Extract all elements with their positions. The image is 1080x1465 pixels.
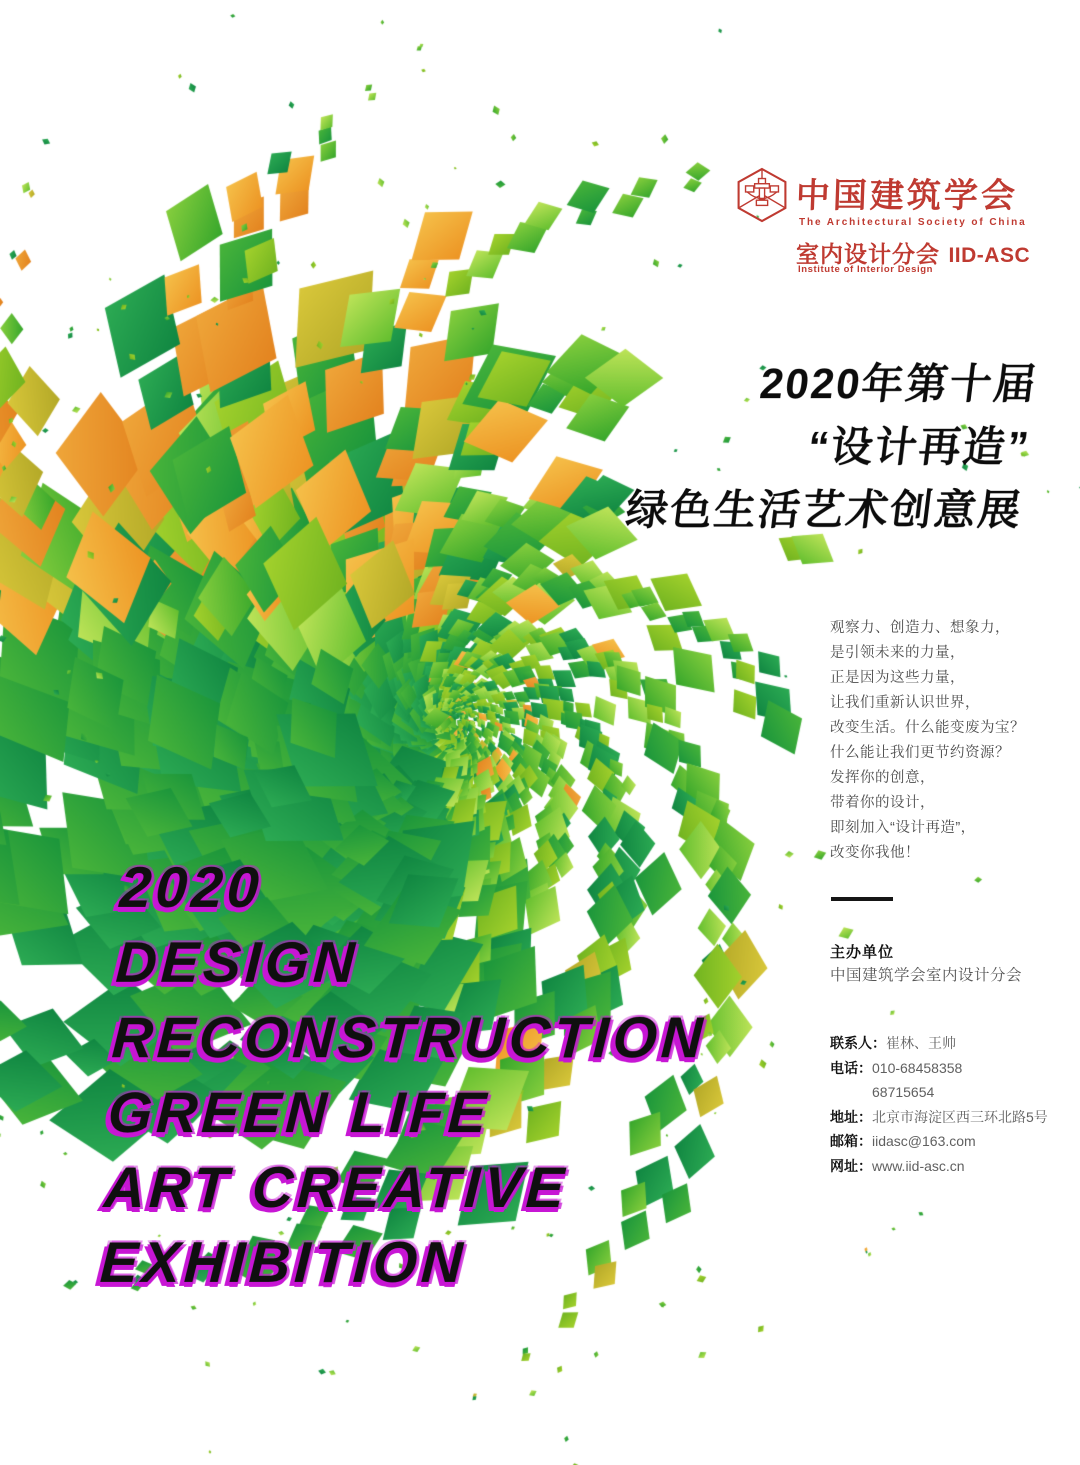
organizer-value: 中国建筑学会室内设计分会 xyxy=(830,967,1023,984)
contact-block xyxy=(830,1031,1048,1178)
contact-address-row xyxy=(830,1105,1048,1130)
intro-line: 是引领未来的力量， xyxy=(830,645,965,661)
intro-line: 让我们重新认识世界， xyxy=(830,695,980,711)
logo-society-name-cn: 中国建筑学会 xyxy=(795,177,1019,215)
contact-website-label: 网址： xyxy=(830,1157,872,1174)
contact-email-value: iidasc@163.com xyxy=(872,1133,976,1149)
title-en-line-2020: 2020 xyxy=(118,856,265,920)
main-title-en xyxy=(98,851,716,1301)
title-en-line-exhibition: EXHIBITION xyxy=(98,1231,469,1295)
contact-phone-label: 电话： xyxy=(830,1059,872,1076)
intro-line: 带着你的设计， xyxy=(830,795,935,811)
title-en-line-art-creative: ART CREATIVE xyxy=(102,1156,570,1220)
title-en-line-reconstruction: RECONSTRUCTION xyxy=(110,1006,708,1070)
contact-website-value: www.iid-asc.cn xyxy=(872,1157,965,1174)
contact-email-row xyxy=(830,1129,1048,1154)
intro-line: 即刻加入“设计再造”， xyxy=(830,820,976,836)
intro-line: 什么能让我们更节约资源？ xyxy=(830,745,1010,761)
contact-email-label: 邮箱： xyxy=(830,1133,872,1149)
contact-phone-value: 010-68458358 xyxy=(872,1059,963,1076)
intro-line: 观察力、创造力、想象力， xyxy=(830,620,1010,636)
logo-branch-abbr: IID-ASC xyxy=(948,244,1031,267)
main-title-cn-line3: 绿色生活艺术创意展 xyxy=(623,486,1026,533)
main-title-cn xyxy=(622,352,1041,541)
contact-person-label: 联系人： xyxy=(830,1035,886,1051)
logo-branch-name-cn: 室内设计分会 xyxy=(796,241,940,267)
intro-line: 正是因为这些力量， xyxy=(830,670,965,686)
contact-phone-value2: 68715654 xyxy=(872,1084,935,1100)
contact-website-row xyxy=(830,1154,1048,1179)
divider-line xyxy=(831,897,893,901)
organizer-label: 主办单位 xyxy=(830,944,895,961)
asc-logo xyxy=(736,164,1046,284)
contact-person-row xyxy=(830,1031,1048,1056)
contact-address-label: 地址： xyxy=(830,1108,872,1125)
intro-line: 发挥你的创意， xyxy=(830,770,935,786)
contact-address-value: 北京市海淀区西三环北路5号 xyxy=(872,1108,1048,1125)
logo-branch-name-en: Institute of Interior Design xyxy=(798,264,934,275)
contact-person-value: 崔林、王帅 xyxy=(886,1035,956,1051)
contact-phone-row xyxy=(830,1056,1048,1081)
asc-hexagon-icon xyxy=(736,167,788,223)
title-en-line-green-life: GREEN LIFE xyxy=(106,1081,492,1145)
intro-line: 改变你我他！ xyxy=(830,845,920,861)
title-en-line-design: DESIGN xyxy=(114,931,361,995)
main-title-cn-line1: 2020年第十届 xyxy=(757,360,1041,407)
main-title-cn-line2: “设计再造” xyxy=(805,423,1033,470)
logo-society-name-en: The Architectural Society of China xyxy=(799,217,1027,228)
intro-line: 改变生活。什么能变废为宝？ xyxy=(830,720,1025,736)
intro-text xyxy=(830,616,1070,866)
